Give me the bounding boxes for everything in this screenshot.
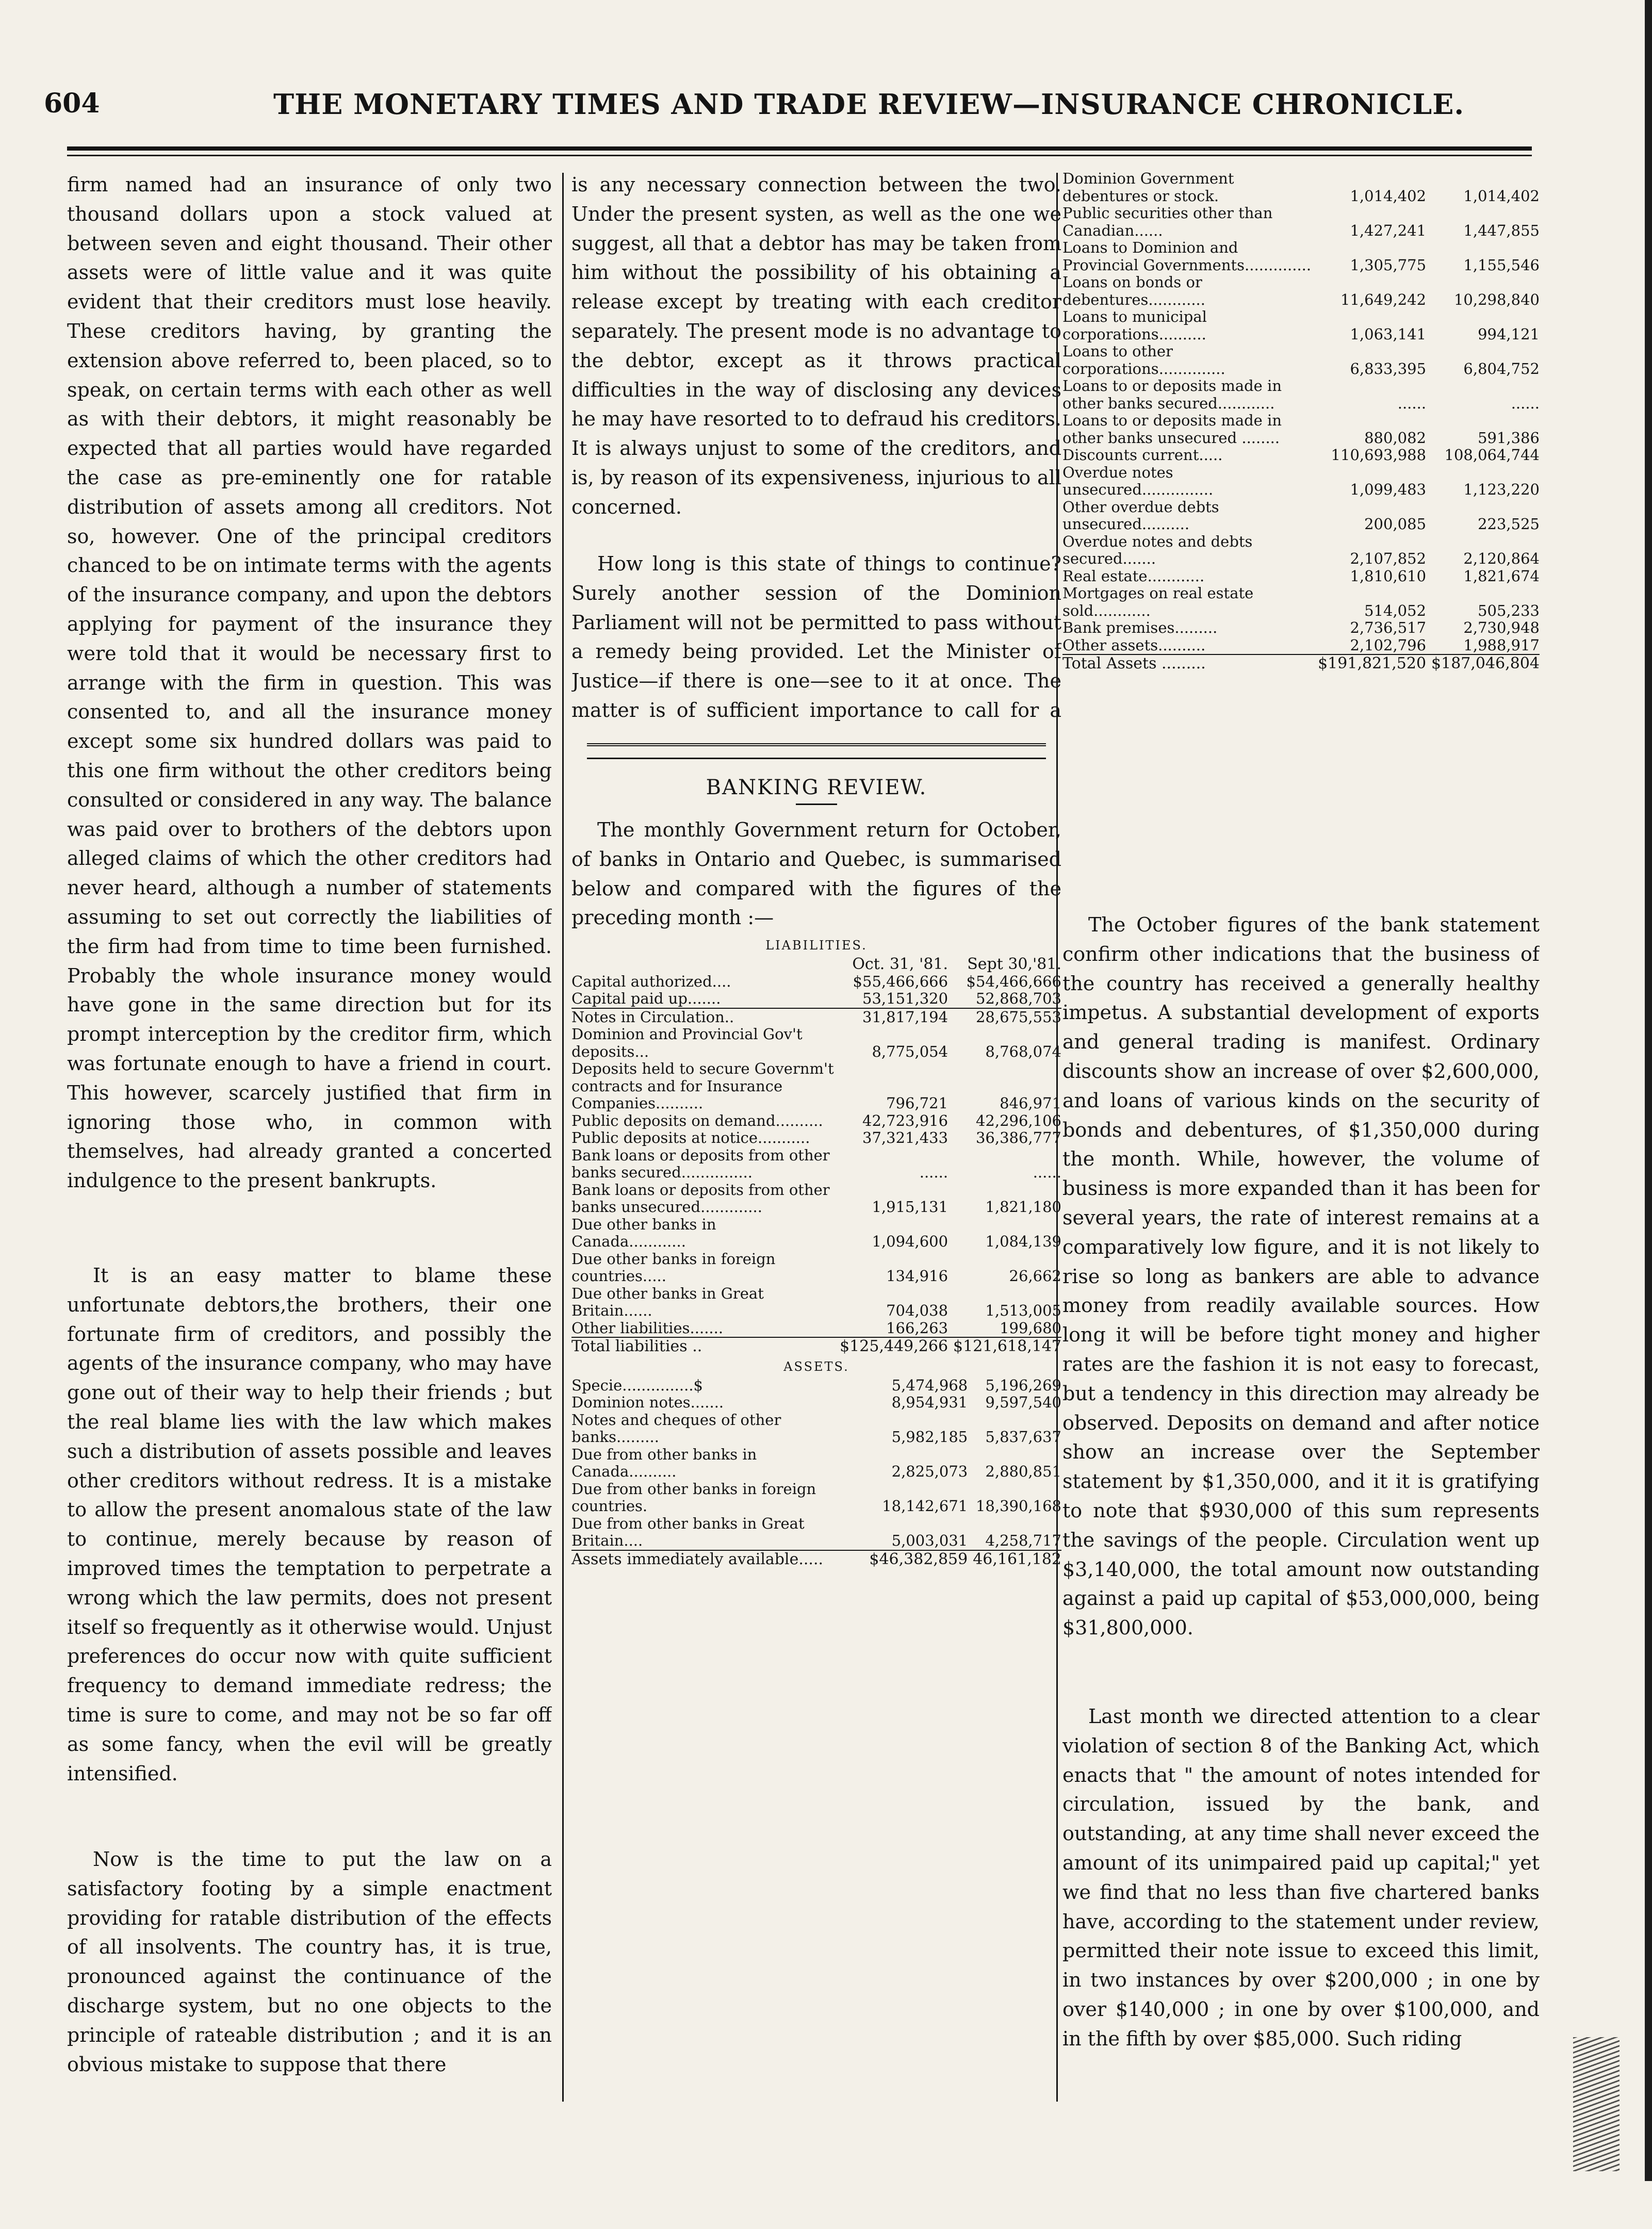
edge-fragment [1610,242,1641,272]
value-oct: 8,954,931 [891,1394,968,1411]
edge-fragment [1610,946,1641,975]
edge-fragment [1610,331,1641,360]
edge-fragment [1610,1414,1641,1444]
running-title: THE MONETARY TIMES AND TRADE REVIEW—INSURANCE CHRONICLE. [273,88,1465,121]
value-sept: 994,121 [1478,325,1540,343]
value-oct: 514,052 [1364,601,1427,619]
edge-fragment [1610,828,1641,858]
adjacent-page-edge [1610,155,1641,2166]
edge-fragment [1610,1121,1641,1151]
table-row [1062,654,1540,673]
value-sept: 108,064,744 [1444,446,1540,464]
value-oct: 166,263 [886,1319,948,1337]
page-edge-shadow [1645,0,1652,2181]
value-sept: $121,618,147 [948,1337,1061,1355]
value-oct: 5,474,968 [891,1376,968,1394]
edge-fragment [1610,1619,1641,1649]
table-row [1062,619,1540,637]
edge-fragment [1610,360,1641,389]
title-rule [796,804,837,805]
value-oct: 110,693,988 [1331,446,1427,464]
table-row [1062,239,1540,274]
value-sept: 4,258,717 [985,1532,1061,1549]
table-row [1062,447,1540,464]
edge-fragment [1610,184,1641,214]
edge-fragment [1610,272,1641,301]
value-oct: 1,094,600 [872,1233,948,1250]
column-header-sept: Sept 30,'81. [967,955,1061,973]
edge-fragment [1610,301,1641,331]
table-row [571,990,1061,1008]
edge-fragment [1610,389,1641,418]
value-oct: 31,817,194 [835,1008,948,1026]
row-label: Bank loans or deposits from other banks unsecured............. [571,1181,830,1216]
header-rule-thin [67,155,1532,156]
value-sept: 1,123,220 [1463,481,1540,498]
liabilities-table [571,956,1061,1355]
table-row [1062,412,1540,447]
column-2 [571,170,1061,1568]
table-row [571,1182,1061,1216]
table-row [1062,308,1540,343]
paragraph: Last month we directed attention to a clear violation of section 8 of the Banking Act, which enacts that " the amount of notes intended for circulation, issued by the bank, and outstanding, at any time shall never exceed the amount of its unimpaired paid up capital;" yet we find that no less than five chartered banks have, according to the statement under review, permitted their note issue to exceed this limit, in two instances by over $200,000 ; in one by over $140,000 ; in one by over $100,000, and in the fifth by over $85,000. Such riding [1062,1705,1540,2050]
row-label: Loans on bonds or debentures............ [1062,273,1205,308]
value-sept: 223,525 [1478,515,1540,533]
edge-fragment [1610,506,1641,536]
value-sept: ...... [1511,394,1540,412]
value-oct: 2,107,852 [1350,550,1427,567]
row-label: Dominion Government debentures or stock. [1062,170,1234,205]
section-title: BANKING REVIEW. [706,776,927,799]
row-label: Bank premises......... [1062,619,1218,636]
row-label: Overdue notes and debts secured....... [1062,532,1253,567]
edge-fragment [1610,1151,1641,1180]
edge-fragment [1610,1063,1641,1092]
edge-fragment [1610,653,1641,682]
edge-fragment [1610,1092,1641,1122]
row-label: Assets immediately available..... [571,1550,864,1568]
row-label: Other liabilities....... [571,1319,724,1337]
value-sept: 1,084,139 [985,1233,1061,1250]
paragraph: Now is the time to put the law on a satisfactory footing by a simple enactment providing for ratable distribution of the effects of all insolvents. The country has, it is true, pronounced against the continuance of the discharge system, but no one objects to the principle of rateable distribution ; and it is an obvious mistake to suppose that there [67,1848,552,2076]
table-row [571,1147,1061,1182]
value-oct: 6,833,395 [1350,359,1427,378]
paragraph: is any necessary connection between the two. Under the present systen, as well as the one we suggest, all that a debtor has may be taken from him without the possibility of his obtaining a release except by treating with each creditor separately. The present mode is no advantage to the debtor, except as it throws practical difficulties in the way of disclosing any devices he may have resorted to to defraud his creditors. It is always unjust to some of the creditors, and is, by reason of its expensiveness, injurious to all concerned. [571,173,1061,518]
value-oct: $46,382,859 [864,1550,968,1568]
table-row [571,1008,1061,1026]
value-sept: 52,868,703 [975,990,1061,1007]
assets-continued [1062,170,1540,910]
paragraph: firm named had an insurance of only two thousand dollars upon a stock valued at between seven and eight thousand. Their other assets were of little value and it was quite evident that their creditors must lose heavily. These creditors having, by granting the extension above referred to, been placed, so to speak, on certain terms with each other as well as with their debtors, it might reasonably be expected that all parties would have regarded the case as pre-eminently one for ratable distribution of assets among all creditors. Not so, however. One of the principal creditors chanced to be on intimate terms with the agents of the insurance company, and upon the debtors applying for payment of the insurance they were told that it would be necessary first to arrange with the firm in question. This was consented to, and all the insurance money except some six hundred dollars was paid to this one firm without the other creditors being consulted or considered in any way. The balance was paid over to brothers of the debtors upon alleged claims of which the other creditors had never heard, although a number of statements assuming to set out correctly the liabilities of the firm had from time to time been furnished. Probably the whole insurance money would have gone in the same direction but for its prompt interception by the creditor firm, which was fortunate enough to have a friend in court. This however, scarcely justified that firm in ignoring those who, in common with themselves, had already granted a concerted indulgence to the present bankrupts. [67,173,552,1192]
table-row [571,1112,1061,1130]
row-label: Notes and cheques of other banks......... [571,1411,781,1446]
row-label: Notes in Circulation.. [571,1008,835,1026]
column-header-row [571,956,1061,973]
row-label: Public deposits at notice........... [571,1129,810,1146]
value-sept: 1,988,917 [1463,636,1540,654]
value-sept: 6,804,752 [1463,359,1540,378]
row-label: Mortgages on real estate sold............ [1062,584,1254,619]
edge-fragment [1610,916,1641,946]
edge-fragment [1610,1473,1641,1502]
column-1 [67,170,552,2101]
value-sept: ...... [1033,1163,1061,1181]
row-label: Loans to municipal corporations.......... [1062,308,1207,343]
table-row [571,1216,1061,1251]
page-edge-scan-artifact [1573,2037,1620,2171]
edge-fragment [1610,477,1641,506]
table-row [571,1251,1061,1285]
edge-fragment [1610,1502,1641,1532]
value-oct: 880,082 [1364,429,1427,447]
table-row [1062,464,1540,499]
value-sept: 5,196,269 [985,1376,1061,1394]
table-row [571,1550,1061,1568]
edge-fragment [1610,1356,1641,1385]
value-oct: 5,982,185 [891,1428,968,1446]
row-label: Due other banks in foreign countries..... [571,1250,776,1285]
row-label: Total liabilities .. [571,1337,835,1355]
value-sept: 9,597,540 [985,1394,1061,1411]
row-label: Due other banks in Canada............ [571,1215,716,1250]
value-oct: 1,810,610 [1350,567,1427,585]
edge-fragment [1610,711,1641,741]
edge-fragment [1610,1209,1641,1239]
page-number: 604 [44,88,100,119]
paragraph: How long is this state of things to continue? Surely another session of the Dominion Parliament will not be permitted to pass without a remedy being provided. Let the Minister of Justice—if there is one—see to it at once. The matter is of sufficient importance to call for a [571,552,1061,722]
edge-fragment [1610,770,1641,799]
row-label: Public securities other than Canadian...... [1062,204,1273,239]
value-sept: $54,466,666 [966,972,1061,990]
edge-fragment [1610,1268,1641,1297]
column-divider [562,173,564,2102]
value-sept: 2,120,864 [1463,550,1540,567]
value-sept: $187,046,804 [1426,654,1540,673]
column-3 [1062,170,1540,2229]
table-row [571,1515,1061,1550]
edge-fragment [1610,1385,1641,1414]
value-oct: ...... [1397,394,1427,412]
row-label: Specie...............$ [571,1376,703,1394]
edge-fragment [1610,155,1641,184]
value-sept: 5,837,637 [985,1428,1061,1446]
paragraph: It is an easy matter to blame these unfortunate debtors,the brothers, their one fortunate firm of creditors, and possibly the agents of the insurance company, who may have gone out of their way to help their friends ; but the real blame lies with the law which makes such a distribution of assets possible and leaves other creditors without redress. It is a mistake to allow the present anomalous state of the law to continue, merely because by reason of improved times the temptation to perpetrate a wrong which the law permits, does not present itself so frequently as it otherwise would. Unjust preferences do occur now with quite sufficient frequency to demand immediate redress; the time is sure to come, and may not be so far off as some fancy, when the evil will be greatly intensified. [67,1264,552,1785]
table-row [571,1320,1061,1338]
row-label: Real estate............ [1062,567,1205,585]
value-oct: 1,427,241 [1350,221,1427,239]
edge-fragment [1610,682,1641,711]
table-row [1062,170,1540,205]
value-oct: 1,063,141 [1350,325,1427,343]
value-oct: 2,825,073 [891,1463,968,1480]
value-sept: 1,513,005 [985,1302,1061,1319]
value-sept: 505,233 [1478,601,1540,619]
row-label: Public deposits on demand.......... [571,1111,823,1129]
value-sept: 8,768,074 [985,1042,1061,1060]
edge-fragment [1610,887,1641,916]
value-sept: 1,155,546 [1463,256,1540,274]
value-sept: 36,386,777 [975,1129,1061,1146]
edge-fragment [1610,1531,1641,1561]
edge-fragment [1610,799,1641,829]
liabilities-heading: LIABILITIES. [765,938,868,953]
edge-fragment [1610,448,1641,477]
edge-fragment [1610,214,1641,243]
value-oct: 8,775,054 [872,1042,948,1060]
table-row [1062,205,1540,239]
table-row [571,1481,1061,1515]
row-label: Due other banks in Great Britain...... [571,1284,764,1319]
value-oct: 1,099,483 [1350,481,1427,498]
value-sept: 846,971 [1000,1094,1061,1112]
value-oct: 18,142,671 [882,1497,968,1515]
table-row [571,1026,1061,1060]
value-oct: 5,003,031 [891,1532,968,1549]
value-oct: 42,723,916 [862,1111,948,1129]
header-rule [67,146,1532,151]
value-oct: 53,151,320 [862,990,948,1007]
value-oct: 200,085 [1364,515,1427,533]
edge-fragment [1610,594,1641,624]
value-sept: 10,298,840 [1453,290,1540,308]
row-label: Discounts current..... [1062,446,1223,464]
table-row [1062,568,1540,585]
value-sept: 2,880,851 [985,1463,1061,1480]
value-oct: 2,102,796 [1350,636,1427,654]
value-sept: 1,821,674 [1463,567,1540,585]
paragraph: The October figures of the bank statement confirm other indications that the business of the country has received a generally healthy impetus. A substantial development of exports and general trading is manifest. Ordinary discounts show an increase of over $2,600,000, and loans of various kinds on the security of bonds and debentures, of $1,350,000 during the month. While, however, the volume of business is more expanded than it has been for several years, the rate of interest remains at a comparatively low figure, and it is not likely to rise so long as bankers are able to advance money from readily available sources. How long it will be before tight money and higher rates are the fashion it is not easy to forecast, but a tendency in this direction may already be observed. Deposits on demand and after notice show an increase over the September statement by $1,350,000, and it it is gratifying to note that $930,000 of this sum represents the savings of the people. Circulation went up $3,140,000, the total amount now outstanding against a paid up capital of $53,000,000, being $31,800,000. [1062,913,1540,1640]
table-row [571,973,1061,991]
value-oct: 1,305,775 [1350,256,1427,274]
value-sept: 1,014,402 [1463,187,1540,205]
value-oct: 796,721 [886,1094,948,1112]
edge-fragment [1610,1649,1641,1678]
row-label: Due from other banks in foreign countries. [571,1480,816,1515]
value-sept: 46,161,182 [968,1550,1061,1568]
edge-fragment [1610,418,1641,448]
edge-fragment [1610,1297,1641,1326]
table-row [571,1337,1061,1355]
row-label: Loans to other corporations.............. [1062,342,1225,378]
assets-table-continued [1062,170,1540,673]
value-oct: 704,038 [886,1302,948,1319]
table-row [571,1446,1061,1481]
table-row [571,1129,1061,1147]
value-oct: 11,649,242 [1340,290,1427,308]
row-label: Other assets.......... [1062,636,1206,654]
row-label: Loans to Dominion and Provincial Governments.............. [1062,239,1312,274]
edge-fragment [1610,1590,1641,1619]
value-sept: 28,675,553 [948,1008,1061,1026]
edge-fragment [1610,1180,1641,1209]
edge-fragment [1610,1238,1641,1268]
row-label: Due from other banks in Great Britain.... [571,1514,805,1549]
edge-fragment [1610,1444,1641,1473]
edge-fragment [1610,975,1641,1004]
row-label: Overdue notes unsecured............... [1062,463,1214,498]
table-row [1062,637,1540,655]
table-row [1062,499,1540,533]
value-oct: 37,321,433 [862,1129,948,1146]
edge-fragment [1610,624,1641,653]
table-row [571,1285,1061,1320]
value-oct: 1,915,131 [872,1198,948,1216]
row-label: Other overdue debts unsecured.......... [1062,498,1219,533]
edge-fragment [1610,565,1641,594]
row-label: Bank loans or deposits from other banks secured............... [571,1146,830,1181]
table-row [571,1060,1061,1112]
value-sept: 18,390,168 [975,1497,1061,1515]
value-oct: $191,821,520 [1313,654,1426,673]
value-sept: 199,680 [1000,1319,1061,1337]
edge-fragment [1610,535,1641,565]
table-row [571,1377,1061,1395]
value-oct: $125,449,266 [835,1337,948,1355]
value-sept: 2,730,948 [1463,619,1540,636]
row-label: Loans to or deposits made in other banks unsecured ........ [1062,412,1282,447]
table-row [1062,274,1540,308]
value-oct: 134,916 [886,1267,948,1285]
value-sept: 42,296,106 [975,1111,1061,1129]
table-row [1062,378,1540,412]
section-separator [587,743,1046,759]
column-header-oct: Oct. 31, '81. [852,955,948,973]
row-label: Capital authorized.... [571,972,731,990]
value-oct: 2,736,517 [1350,619,1427,636]
row-label: Due from other banks in Canada.......... [571,1445,757,1480]
edge-fragment [1610,1561,1641,1590]
table-row [571,1412,1061,1446]
edge-fragment [1610,1034,1641,1063]
row-label: Capital paid up....... [571,990,721,1007]
value-sept: 1,821,180 [985,1198,1061,1216]
value-sept: 26,662 [1009,1267,1061,1285]
edge-fragment [1610,741,1641,770]
row-label: Total Assets ......... [1062,654,1313,673]
edge-fragment [1610,1326,1641,1356]
intro-paragraph: The monthly Government return for October, of banks in Ontario and Quebec, is summarised below and compared with the figures of the preceding month :— [571,818,1061,929]
table-row [571,1394,1061,1412]
assets-heading: ASSETS. [783,1359,849,1374]
value-oct: ...... [919,1163,948,1181]
table-row [1062,533,1540,568]
edge-fragment [1610,858,1641,887]
row-label: Dominion and Provincial Gov't deposits... [571,1025,803,1060]
value-oct: $55,466,666 [853,972,948,990]
value-oct: 1,014,402 [1350,187,1427,205]
table-row [1062,343,1540,378]
value-sept: 1,447,855 [1463,221,1540,239]
table-row [1062,585,1540,619]
row-label: Deposits held to secure Governm't contracts and for Insurance Companies.......... [571,1060,834,1112]
edge-fragment [1610,1004,1641,1034]
assets-table [571,1377,1061,1568]
row-label: Dominion notes....... [571,1394,724,1411]
page-header [0,88,1652,134]
value-sept: 591,386 [1478,429,1540,447]
row-label: Loans to or deposits made in other banks secured............ [1062,377,1282,412]
